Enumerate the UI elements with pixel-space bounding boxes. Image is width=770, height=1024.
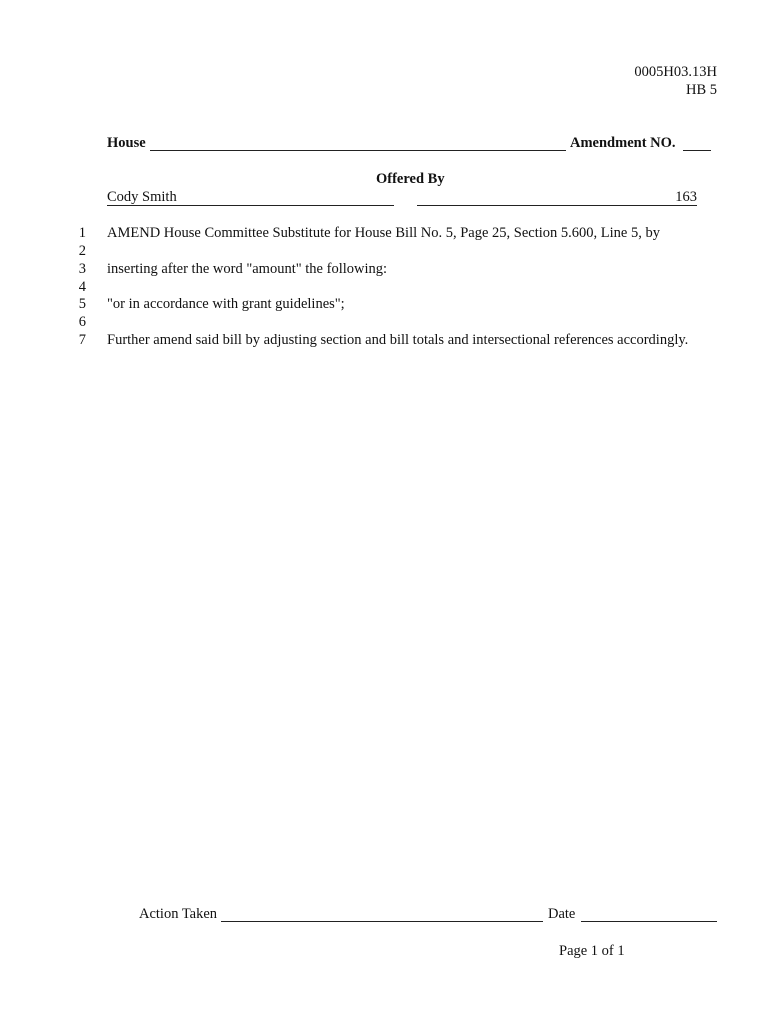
line-number: 1	[78, 225, 86, 241]
amendment-number-label: Amendment NO.	[570, 135, 676, 151]
date-blank-line	[581, 921, 717, 922]
line-number: 4	[78, 279, 86, 295]
amendment-text-line: Further amend said bill by adjusting section and bill totals and intersectional references accordingly.	[107, 332, 689, 348]
line-number: 3	[78, 261, 86, 277]
line-number: 7	[78, 332, 86, 348]
offered-by-label: Offered By	[376, 171, 445, 187]
lr-number: 163	[675, 189, 697, 205]
amendment-text-line: "or in accordance with grant guidelines";	[107, 296, 345, 312]
bill-number: HB 5	[685, 82, 717, 98]
document-code: 0005H03.13H	[634, 64, 717, 80]
amendment-number-blank-line	[683, 150, 711, 151]
lr-number-field	[417, 189, 697, 206]
house-blank-line	[150, 150, 566, 151]
line-number: 5	[78, 296, 86, 312]
amendment-text-line: inserting after the word "amount" the following:	[107, 261, 388, 277]
action-taken-row	[139, 906, 717, 924]
amendment-text-line: AMEND House Committee Substitute for House Bill No. 5, Page 25, Section 5.600, Line 5, by	[107, 225, 660, 241]
line-number: 2	[78, 243, 86, 259]
house-label: House	[107, 135, 146, 151]
action-taken-blank-line	[221, 921, 543, 922]
date-label: Date	[548, 906, 576, 922]
action-taken-label: Action Taken	[139, 906, 218, 922]
sponsor-field	[107, 189, 394, 206]
line-number: 6	[78, 314, 86, 330]
sponsor-name: Cody Smith	[107, 189, 177, 205]
page-number: Page 1 of 1	[559, 943, 625, 959]
